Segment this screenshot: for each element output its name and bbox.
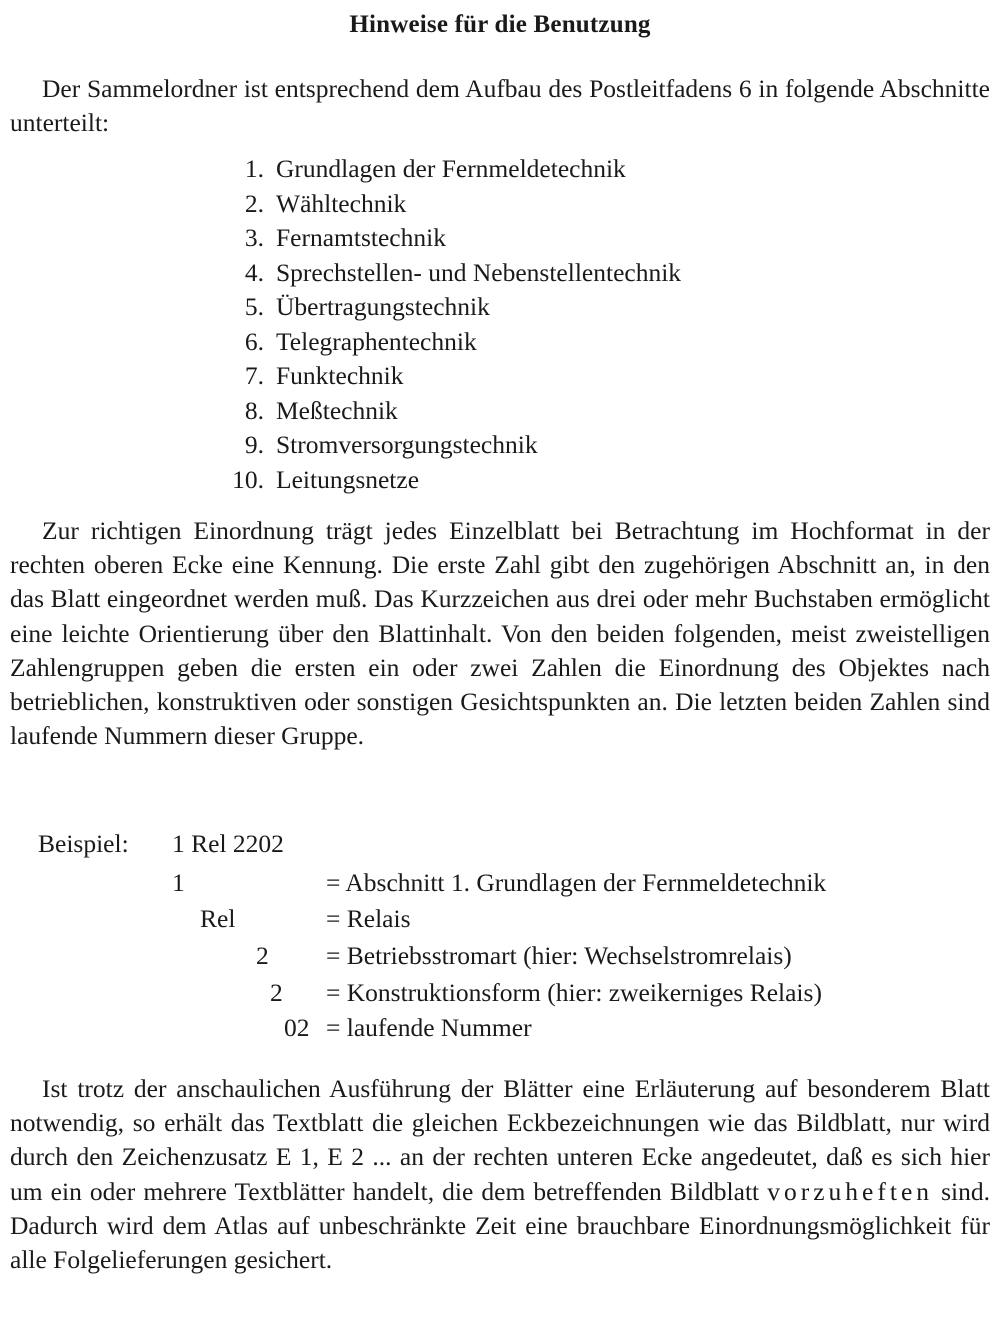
section-number: 8. bbox=[244, 395, 264, 425]
list-item bbox=[220, 359, 860, 394]
section-label: Telegraphentechnik bbox=[276, 326, 477, 356]
textsheet-emphasis: vorzuheften bbox=[767, 1176, 934, 1206]
section-number: 3. bbox=[244, 223, 264, 252]
list-item bbox=[220, 290, 860, 325]
example-label: Beispiel: bbox=[38, 829, 129, 858]
page-title: Hinweise für die Benutzung bbox=[349, 11, 651, 38]
section-label: Stromversorgungstechnik bbox=[276, 430, 538, 459]
section-number: 5. bbox=[244, 292, 264, 321]
section-number: 2. bbox=[244, 188, 264, 218]
list-item bbox=[220, 325, 860, 360]
section-number: 1. bbox=[244, 154, 264, 183]
intro-text: Der Sammelordner ist entsprechend dem Aufbau des Postleitfadens 6 in folgende Abschnitte unterteilt: bbox=[10, 74, 990, 138]
example-meaning: = Betriebsstromart (hier: Wechselstromrelais) bbox=[326, 941, 792, 970]
list-item bbox=[220, 152, 860, 187]
section-number: 7. bbox=[244, 361, 264, 390]
list-item bbox=[220, 221, 860, 256]
section-label: Grundlagen der Fernmeldetechnik bbox=[276, 154, 626, 183]
section-label: Wähltechnik bbox=[276, 188, 407, 218]
list-item bbox=[220, 463, 860, 498]
textsheet-text-after: sind. Dadurch wird dem Atlas auf unbeschränkte Zeit eine brauchbare Einordnungsmöglichkeit für alle Folgelieferungen gesichert. bbox=[10, 1176, 990, 1275]
textsheet-text-before: Ist trotz der anschaulichen Ausführung der Blätter eine Erläuterung auf besonderem Blatt notwendig, so erhält das Textblatt die gleichen Eckbezeichnungen wie das Bildblatt, nur wird durch den Zeichenzusatz E 1, E 2 ... an der rechten unteren Ecke angedeutet, daß es sich hier um ein oder mehrere Textblätter handelt, die dem betreffenden Bildblatt bbox=[10, 1074, 990, 1206]
section-label: Fernamtstechnik bbox=[276, 223, 446, 252]
example-meaning: = laufende Nummer bbox=[326, 1013, 532, 1042]
example-part: Rel bbox=[200, 904, 236, 933]
section-number: 4. bbox=[244, 257, 264, 287]
section-label: Funktechnik bbox=[276, 361, 404, 390]
section-number: 6. bbox=[244, 326, 264, 356]
identification-text: Zur richtigen Einordnung trägt jedes Einzelblatt bei Betrachtung im Hochformat in der rechten oberen Ecke eine Kennung. Die erste Zahl gibt den zugehörigen Abschnitt an, in den das Blatt eingeordnet werden muß. Das Kurzzeichen aus drei oder mehr Buchstaben ermöglicht eine leichte Orientierung über den Blattinhalt. Von den beiden folgenden, meist zweistelligen Zahlengruppen geben die ersten ein oder zwei Zahlen die Einordnung des Objektes nach betrieblichen, konstruktiven oder sonstigen Gesichtspunkten an. Die letzten beiden Zahlen sind laufende Nummern dieser Gruppe. bbox=[10, 516, 990, 751]
section-label: Leitungsnetze bbox=[276, 464, 420, 494]
example-code: 1 Rel 2202 bbox=[172, 829, 284, 858]
section-number: 9. bbox=[244, 430, 264, 459]
section-label: Sprechstellen- und Nebenstellentechnik bbox=[276, 257, 682, 287]
example-part: 2 bbox=[270, 978, 283, 1007]
list-item bbox=[220, 394, 860, 429]
list-item bbox=[220, 187, 860, 222]
list-item bbox=[220, 428, 860, 463]
list-item bbox=[220, 256, 860, 291]
example-part: 02 bbox=[284, 1013, 310, 1042]
section-label: Meßtechnik bbox=[276, 395, 398, 425]
identification-paragraph bbox=[10, 514, 990, 753]
section-number: 10. bbox=[232, 464, 264, 494]
section-list bbox=[220, 152, 860, 497]
section-label: Übertragungstechnik bbox=[276, 292, 490, 321]
example-meaning: = Konstruktionsform (hier: zweikerniges Relais) bbox=[326, 978, 822, 1007]
example-meaning: = Relais bbox=[326, 904, 411, 933]
example-part: 2 bbox=[256, 941, 269, 970]
example-part: 1 bbox=[172, 868, 185, 897]
intro-paragraph bbox=[10, 72, 990, 140]
textsheet-paragraph bbox=[10, 1072, 990, 1277]
example-meaning: = Abschnitt 1. Grundlagen der Fernmeldetechnik bbox=[326, 868, 827, 897]
